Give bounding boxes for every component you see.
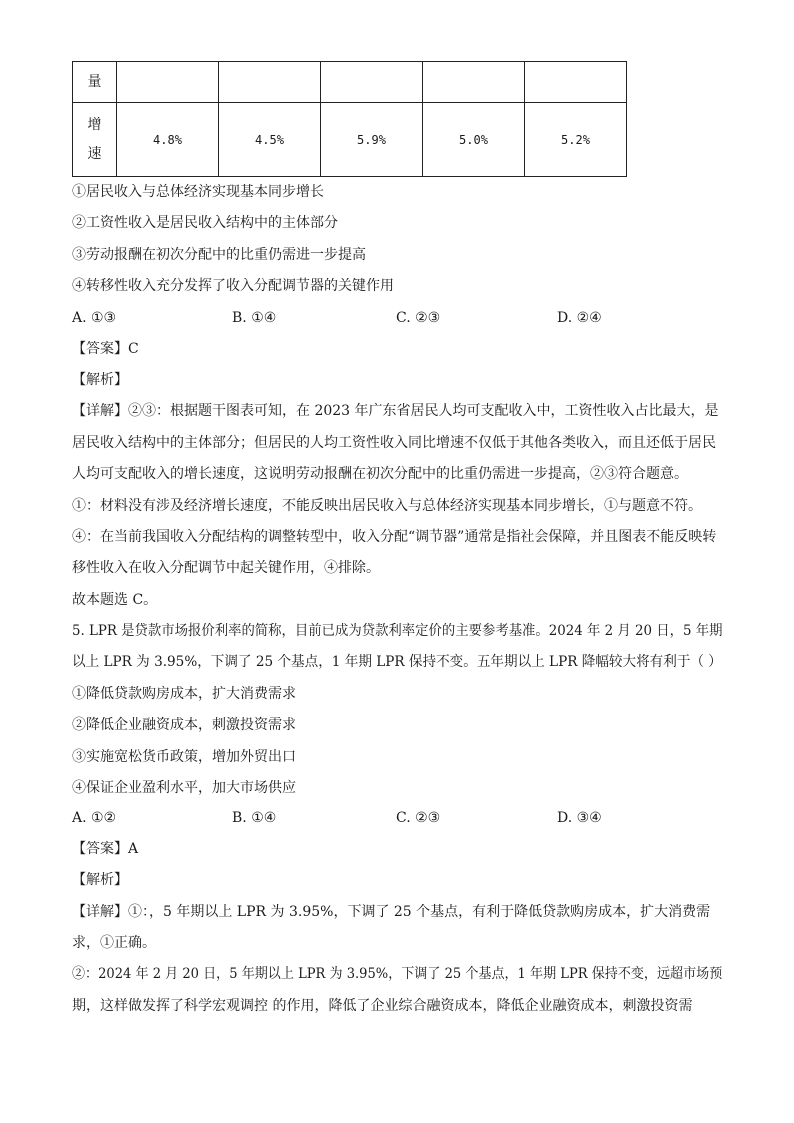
q5-answer-value: A: [128, 841, 139, 857]
q5-statement-1: ①降低贷款购房成本，扩大消费需求: [72, 686, 296, 702]
q4-conclusion: 故本题选 C。: [72, 592, 158, 608]
growth-value: 5.2%: [525, 103, 627, 177]
q4-detail-line-6: 移性收入在收入分配调节中起关键作用，④排除。: [72, 560, 380, 576]
q4-detail-line-5: ④：在当前我国收入分配结构的调整转型中，收入分配“调节器”通常是指社会保障，并且图表不能反映转: [72, 529, 717, 545]
row-label-amount: 量: [87, 74, 102, 90]
income-growth-table: [72, 61, 627, 177]
q4-detail-line-2: 居民收入结构中的主体部分；但居民的人均工资性收入同比增速不仅低于其他各类收入，而且还低于居民: [72, 435, 716, 451]
q4-option-a: A. ①③: [72, 310, 117, 326]
table-cell: [219, 62, 321, 103]
q4-statement-4: ④转移性收入充分发挥了收入分配调节器的关键作用: [72, 278, 394, 294]
q4-answer-value: C: [128, 341, 139, 357]
detail-tag: 【详解】: [72, 403, 128, 419]
growth-value: 4.5%: [219, 103, 321, 177]
table-cell: [525, 62, 627, 103]
q5-stem-line-1: 5. LPR 是贷款市场报价利率的简称，目前已成为贷款利率定价的主要参考基准。2024 年 2 月 20 日，5 年期: [72, 623, 723, 639]
q5-statement-2: ②降低企业融资成本，刺激投资需求: [72, 717, 296, 733]
q5-answer-line: [72, 839, 138, 859]
q4-analysis-tag: 【解析】: [72, 372, 128, 388]
q4-answer-line: [72, 339, 139, 359]
row-label-cell: [73, 62, 117, 103]
table-cell: [423, 62, 525, 103]
q4-statement-2: ②工资性收入是居民收入结构中的主体部分: [72, 215, 338, 231]
row-label-growth-bottom: 速: [87, 146, 102, 162]
q5-analysis-tag: 【解析】: [72, 872, 128, 888]
q5-detail-line-1: [72, 902, 710, 922]
q4-statement-3: ③劳动报酬在初次分配中的比重仍需进一步提高: [72, 247, 366, 263]
row-label-cell: [73, 103, 117, 177]
answer-tag: 【答案】: [72, 841, 128, 857]
answer-tag: 【答案】: [72, 341, 128, 357]
table-cell: [321, 62, 423, 103]
detail-text: ①：，5 年期以上 LPR 为 3.95%，下调了 25 个基点，有利于降低贷款购房成本，扩大消费需: [128, 904, 711, 920]
q5-stem-line-2: 以上 LPR 为 3.95%，下调了 25 个基点，1 年期 LPR 保持不变。五年期以上 LPR 降幅较大将有利于（ ）: [72, 654, 722, 670]
q5-option-d: D. ③④: [557, 810, 602, 826]
q4-detail-line-4: ①：材料没有涉及经济增长速度，不能反映出居民收入与总体经济实现基本同步增长，①与题意不符。: [72, 498, 702, 514]
q5-option-c: C. ②③: [396, 810, 441, 826]
q5-option-b: B. ①④: [232, 810, 277, 826]
q4-detail-line-3: 人均可支配收入的增长速度，这说明劳动报酬在初次分配中的比重仍需进一步提高，②③符合题意。: [72, 466, 688, 482]
q5-detail-line-2: 求，①正确。: [72, 935, 156, 951]
q4-statement-1: ①居民收入与总体经济实现基本同步增长: [72, 184, 324, 200]
growth-value: 5.9%: [321, 103, 423, 177]
row-label-growth-top: 增: [87, 117, 102, 133]
table-row: [73, 103, 627, 177]
q5-detail-line-3: ②：2024 年 2 月 20 日，5 年期以上 LPR 为 3.95%，下调了 25 个基点，1 年期 LPR 保持不变，远超市场预: [72, 966, 723, 982]
growth-value: 5.0%: [423, 103, 525, 177]
q4-option-c: C. ②③: [396, 310, 441, 326]
q5-statement-4: ④保证企业盈利水平，加大市场供应: [72, 780, 296, 796]
q5-statement-3: ③实施宽松货币政策，增加外贸出口: [72, 749, 296, 765]
q5-option-a: A. ①②: [72, 810, 117, 826]
growth-value: 4.8%: [117, 103, 219, 177]
detail-text: ②③：根据题干图表可知，在 2023 年广东省居民人均可支配收入中，工资性收入占比最大，是: [128, 403, 719, 419]
table-cell: [117, 62, 219, 103]
detail-tag: 【详解】: [72, 904, 128, 920]
q4-option-b: B. ①④: [232, 310, 277, 326]
q4-option-d: D. ②④: [557, 310, 602, 326]
q5-detail-line-4: 期，这样做发挥了科学宏观调控 的作用，降低了企业综合融资成本，降低企业融资成本，刺激投资需: [72, 998, 693, 1014]
q4-detail-line-1: [72, 401, 719, 421]
table-row: [73, 62, 627, 103]
